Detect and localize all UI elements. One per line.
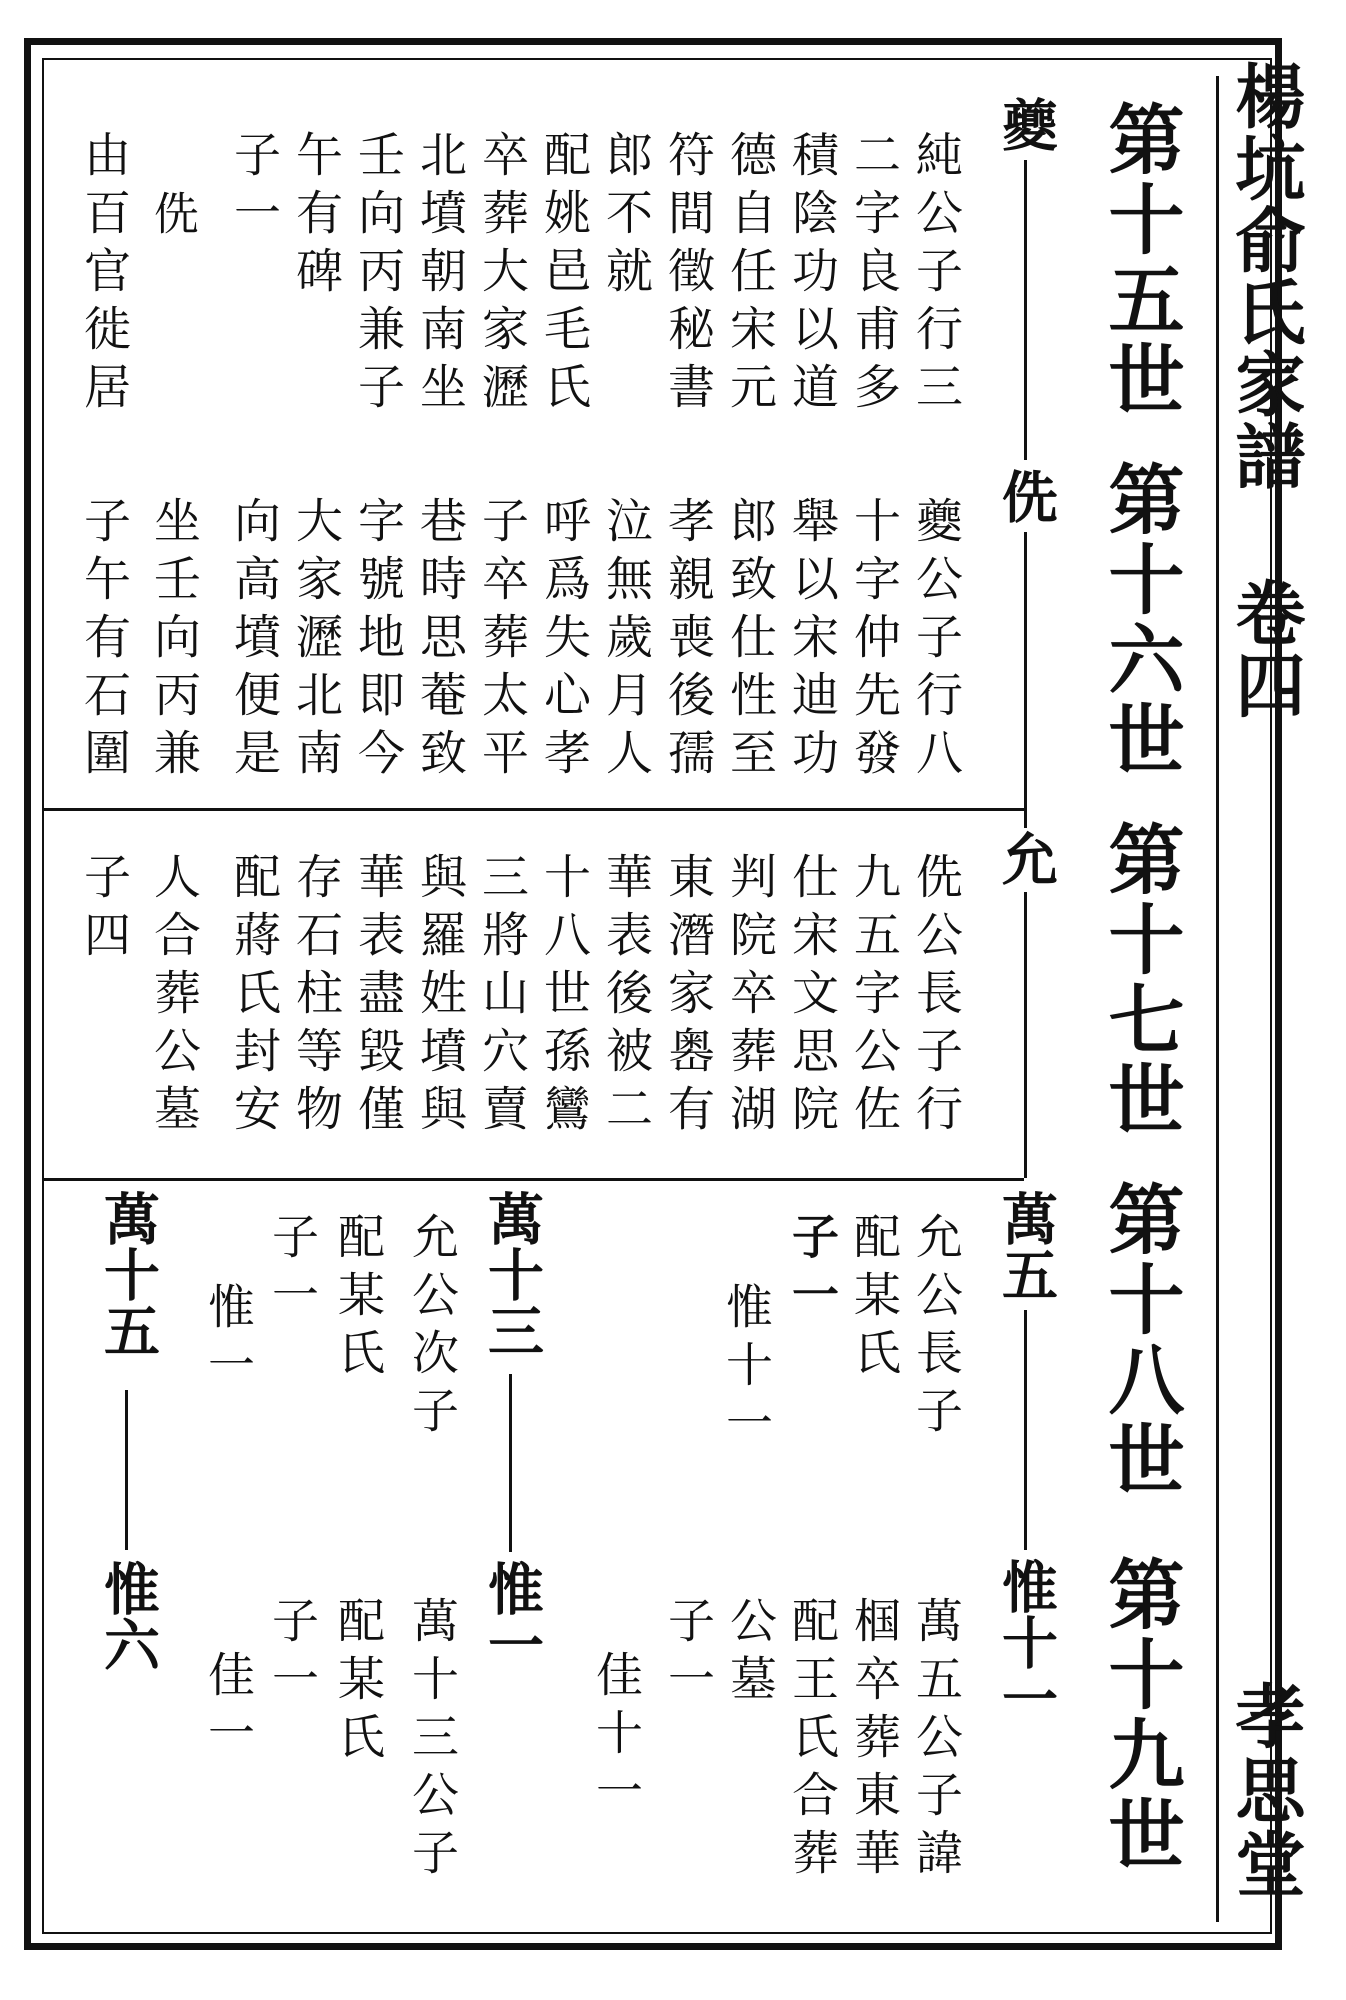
kui-bio-line: 壬向丙兼子: [350, 130, 405, 420]
wan5-bio-line: 子一: [784, 1212, 839, 1328]
kui-bio-line: 子一: [226, 130, 281, 246]
lineage-line-xian-yun: [1024, 532, 1027, 828]
person-wan5: 萬五: [993, 1190, 1059, 1302]
yun-bio-line: 子四: [76, 852, 131, 968]
hall-name: 孝思堂: [1224, 1680, 1307, 1902]
wei11-bio-line: 公墓: [722, 1596, 777, 1712]
lineage-line-wan15-wei6: [125, 1390, 128, 1550]
wei11-bio-line: 萬五公子諱: [908, 1596, 963, 1886]
wei11-bio-line: 子一: [660, 1596, 715, 1712]
person-wan13: 萬十三: [479, 1190, 545, 1358]
xian-bio-line: 十字仲先發: [846, 496, 901, 786]
xian-bio-line: 夔公子行八: [908, 496, 963, 786]
yun-bio-line: 配蔣氏封安: [226, 852, 281, 1142]
xian-bio-line: 向高墳便是: [226, 496, 281, 786]
person-wei1: 惟一: [479, 1560, 545, 1672]
kui-bio-line: 配姚邑毛氏: [536, 130, 591, 420]
wan5-bio-line: 允公長子: [908, 1212, 963, 1444]
person-wan15: 萬十五: [95, 1190, 161, 1358]
kui-bio-line: 午有碑: [288, 130, 343, 304]
yun-bio-line: 九五字公佐: [846, 852, 901, 1142]
person-yun: 允: [993, 830, 1059, 886]
person-kui: 夔: [993, 96, 1059, 152]
wei1-bio-line: 子一: [264, 1596, 319, 1712]
wei1-bio-line: 佳一: [200, 1650, 255, 1766]
kui-bio-line: 郎不就: [598, 130, 653, 304]
person-wei11: 惟十一: [993, 1558, 1059, 1726]
yun-bio-line: 判院卒葬湖: [722, 852, 777, 1142]
generation-17: 第十七世: [1096, 820, 1185, 1140]
genealogy-title: 楊坑俞氏家譜 卷四: [1224, 60, 1307, 721]
lineage-line-kui-xian: [1024, 160, 1027, 460]
xian-bio-line: 子卒葬太平: [474, 496, 529, 786]
kui-bio-line: 卒葬大家瀝: [474, 130, 529, 420]
yun-bio-line: 華表後被二: [598, 852, 653, 1142]
kui-bio-line: 由百官徙居: [76, 130, 131, 420]
xian-bio-line: 巷時思菴致: [412, 496, 467, 786]
person-wei6: 惟六: [95, 1560, 161, 1672]
generation-18: 第十八世: [1096, 1180, 1185, 1500]
wan13-bio-line: 配某氏: [330, 1212, 385, 1386]
yun-bio-line: 十八世孫鸞: [536, 852, 591, 1142]
wei11-bio-line: 佳十一: [588, 1650, 643, 1824]
generation-15: 第十五世: [1096, 100, 1185, 420]
yun-bio-line: 三將山穴賣: [474, 852, 529, 1142]
xian-bio-line: 子午有石圍: [76, 496, 131, 786]
kui-bio-line: 德自任宋元: [722, 130, 777, 420]
wan5-bio-line: 配某氏: [846, 1212, 901, 1386]
wei11-bio-line: 配王氏合葬: [784, 1596, 839, 1886]
xian-bio-line: 字號地即今: [350, 496, 405, 786]
xian-bio-line: 舉以宋迪功: [784, 496, 839, 786]
kui-bio-line: 符間徵秘書: [660, 130, 715, 420]
wan13-bio-line: 惟一: [200, 1282, 255, 1398]
yun-bio-line: 與羅姓墳與: [412, 852, 467, 1142]
yun-bio-line: 人合葬公墓: [146, 852, 201, 1142]
wei11-bio-line: 椢卒葬東華: [846, 1596, 901, 1886]
wan13-bio-line: 允公次子: [404, 1212, 459, 1444]
wan5-bio-line: 惟十一: [718, 1282, 773, 1456]
generation-16: 第十六世: [1096, 460, 1185, 780]
margin-divider: [1216, 76, 1219, 1922]
lineage-line-yun-wan5: [1024, 892, 1027, 1178]
yun-bio-line: 華表盡毀僅: [350, 852, 405, 1142]
kui-bio-line: 北墳朝南坐: [412, 130, 467, 420]
person-xian: 侁: [993, 468, 1059, 524]
xian-bio-line: 呼爲失心孝: [536, 496, 591, 786]
kui-bio-line: 積陰功以道: [784, 130, 839, 420]
xian-bio-line: 大家瀝北南: [288, 496, 343, 786]
section-divider-2: [44, 1178, 1024, 1181]
wan13-bio-line: 子一: [264, 1212, 319, 1328]
xian-bio-line: 郎致仕性至: [722, 496, 777, 786]
lineage-line-wan5-wei11: [1024, 1310, 1027, 1550]
section-divider-1: [44, 808, 1024, 811]
kui-bio-line: 純公子行三: [908, 130, 963, 420]
wei1-bio-line: 萬十三公子: [404, 1596, 459, 1886]
wei1-bio-line: 配某氏: [330, 1596, 385, 1770]
lineage-line-wan13-wei1: [509, 1374, 512, 1552]
generation-19: 第十九世: [1096, 1555, 1185, 1875]
xian-bio-line: 孝親喪後孺: [660, 496, 715, 786]
yun-bio-line: 存石柱等物: [288, 852, 343, 1142]
yun-bio-line: 侁公長子行: [908, 852, 963, 1142]
yun-bio-line: 東潛家嶴有: [660, 852, 715, 1142]
xian-bio-line: 泣無歲月人: [598, 496, 653, 786]
xian-bio-line: 坐壬向丙兼: [146, 496, 201, 786]
kui-bio-line: 侁: [146, 190, 199, 245]
kui-bio-line: 二字良甫多: [846, 130, 901, 420]
yun-bio-line: 仕宋文思院: [784, 852, 839, 1142]
